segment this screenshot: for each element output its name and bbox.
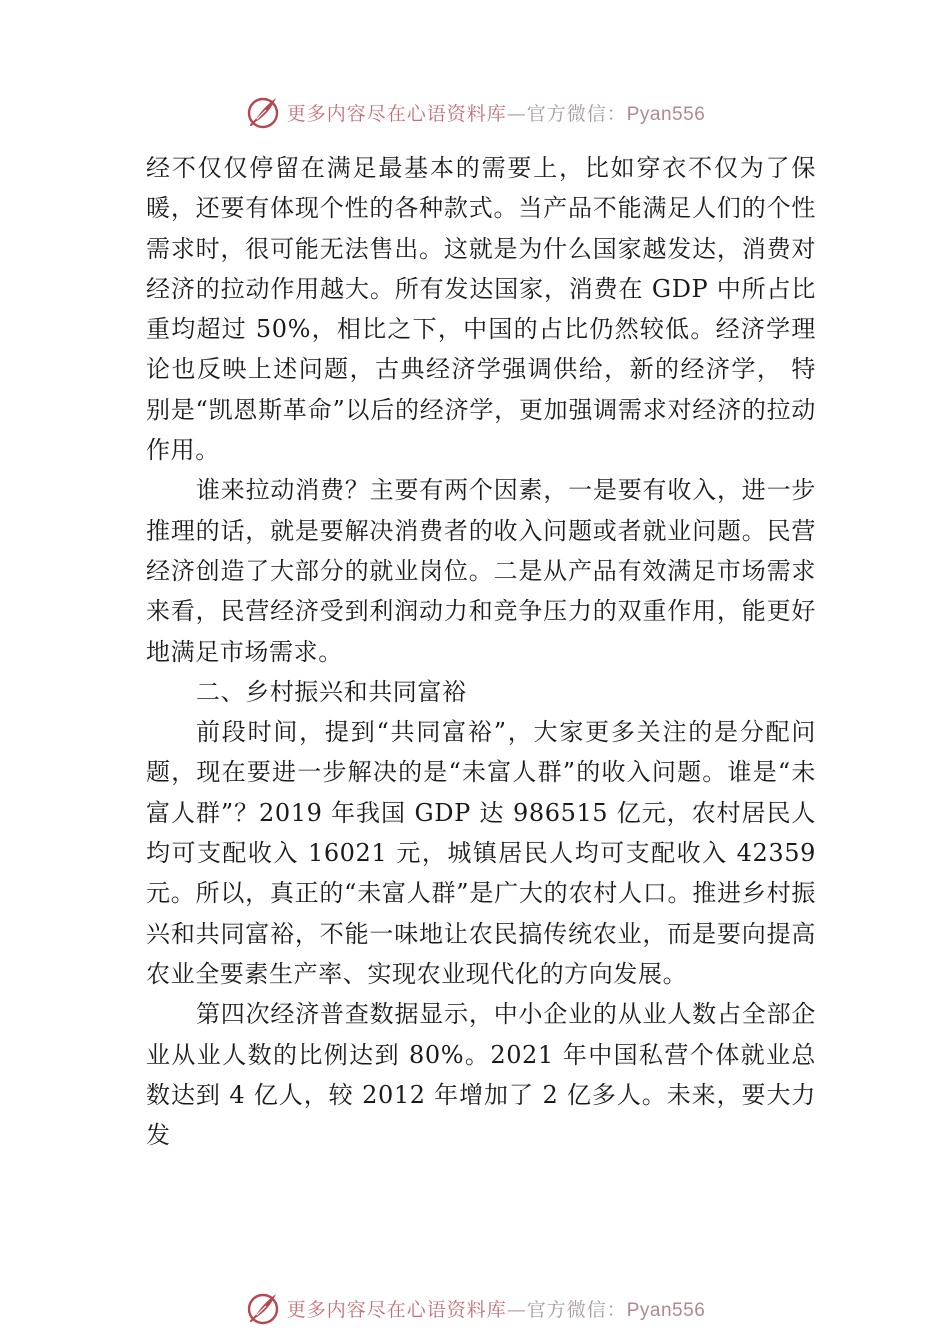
footer-watermark	[0, 1288, 950, 1328]
paragraph-4: 第四次经济普查数据显示，中小企业的从业人数占全部企业从业人数的比例达到 80%。2021 年中国私营个体就业总数达到 4 亿人，较 2012 年增加了 2 亿多人。未来，要大力发	[146, 1000, 816, 1150]
section-heading: 二、乡村振兴和共同富裕	[196, 677, 467, 706]
watermark-main: 更多内容尽在心语资料库	[286, 1298, 507, 1321]
watermark-wechat-label: 官方微信：	[526, 1298, 627, 1321]
quill-pen-logo-icon	[245, 94, 281, 130]
quill-pen-logo-icon	[245, 1290, 281, 1326]
watermark-dash: —	[506, 102, 527, 125]
watermark-wechat-label: 官方微信：	[526, 102, 627, 125]
watermark-text	[287, 1295, 706, 1322]
document-body	[146, 148, 816, 1155]
watermark-wechat-id: Pyan556	[626, 103, 706, 125]
watermark-dash: —	[506, 1298, 527, 1321]
header-watermark	[0, 92, 950, 132]
watermark-main: 更多内容尽在心语资料库	[286, 102, 507, 125]
paragraph-2: 谁来拉动消费？主要有两个因素，一是要有收入，进一步推理的话，就是要解决消费者的收入问题或者就业问题。民营经济创造了大部分的就业岗位。二是从产品有效满足市场需求来看，民营经济受到利润动力和竞争压力的双重作用，能更好地满足市场需求。	[146, 476, 816, 666]
paragraph-1: 经不仅仅停留在满足最基本的需要上，比如穿衣不仅为了保暖，还要有体现个性的各种款式。当产品不能满足人们的个性需求时，很可能无法售出。这就是为什么国家越发达，消费对经济的拉动作用越大。所有发达国家，消费在 GDP 中所占比重均超过 50%，相比之下，中国的占比仍然较低。经济学理论也反映上述问题，古典经济学强调供给，新的经济学， 特别是“凯恩斯革命”以后的经济学，更加强调需求对经济的拉动作用。	[146, 154, 816, 465]
watermark-wechat-id: Pyan556	[626, 1299, 706, 1321]
watermark-text	[287, 99, 706, 126]
paragraph-3: 前段时间，提到“共同富裕”，大家更多关注的是分配问题，现在要进一步解决的是“未富人群”的收入问题。谁是“未富人群”？2019 年我国 GDP 达 986515 亿元，农村居民人均可支配收入 16021 元，城镇居民人均可支配收入 42359 元。所以，真正的“未富人群”是广大的农村人口。推进乡村振兴和共同富裕，不能一味地让农民搞传统农业，而是要向提高农业全要素生产率、实现农业现代化的方向发展。	[146, 718, 816, 988]
